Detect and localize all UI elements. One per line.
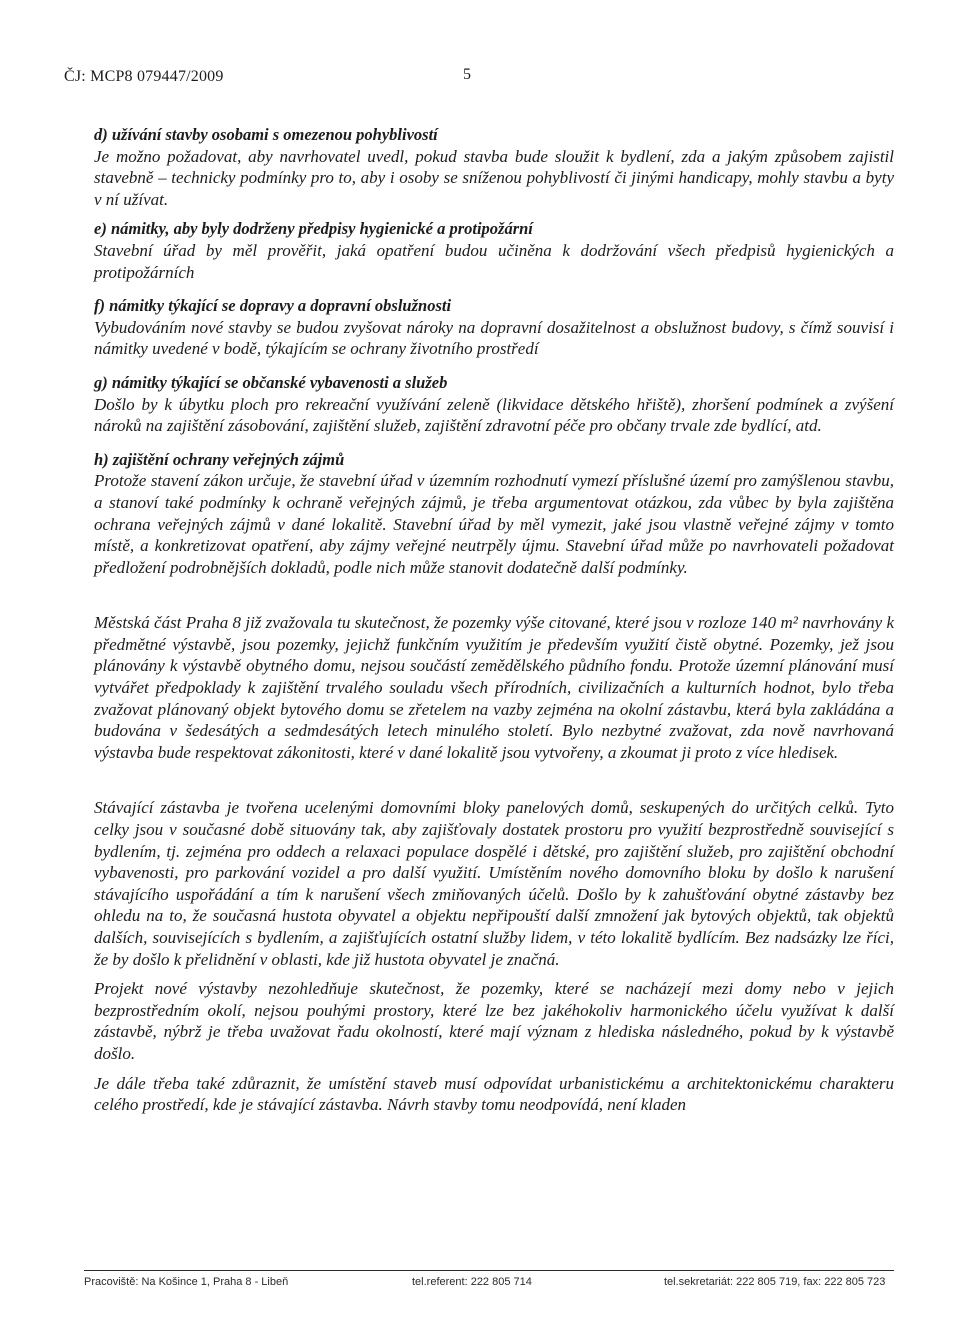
section-d-text: Je možno požadovat, aby navrhovatel uvedl, pokud stavba bude sloužit k bydlení, zda a jakým způsobem zajistil stavebně – technicky podmínky pro to, aby i osoby se sníženou pohyblivostí či jinými handicapy, mohly stavbu a byty v ní užívat. bbox=[94, 146, 894, 209]
footer-divider bbox=[84, 1270, 894, 1271]
body-paragraph-1: Městská část Praha 8 již zvažovala tu skutečnost, že pozemky výše citované, které jsou v rozloze 140 m² navrhovány k předmětné výstavbě, jsou pozemky, jejichž funkčním využitím je především využití čistě obytné. Pozemky, jež jsou plánovány k výstavbě obytného domu, nejsou součástí zemědělského půdního fondu. Protože územní plánování musí vytvářet předpoklady k zajištění trvalého souladu všech přírodních, civilizačních a kulturních hodnot, bylo třeba zvažovat plánovaný objekt bytového domu se zřetelem na vazby zejména na okolní zástavbu, která byla zakládána a budována v šedesátých a sedmdesátých letech minulého století. Bylo nezbytné zvažovat, zda nově navrhovaná výstavba bude respektovat zákonitosti, které v dané lokalitě jsou vytvořeny, a zkoumat ji proto z více hledisek. bbox=[94, 613, 894, 762]
body-paragraph-2: Stávající zástavba je tvořena ucelenými domovními bloky panelových domů, seskupených do určitých celků. Tyto celky jsou v současné době situovány tak, aby zajišťovaly dostatek prostoru pro využití bezprostředně související s bydlením, tj. zejména pro oddech a relaxaci populace dospělé i dětské, pro zajištění služeb, pro zajištění obchodní vybavenosti, pro parkování vozidel a pro další využití. Umístěním nového domovního bloku by došlo k narušení stávajícího uspořádání a tím k narušení všech zmiňovaných účelů. Došlo by k zahušťování obytné zástavby bez ohledu na to, že současná hustota obyvatel a objektu nepřipouští další zmnožení jak bytových objektů, tak objektů dalších, souvisejících s bydlením, a zajišťujících ostatní služby lidem, v této lokalitě bydlícím. Bez nadsázky lze říci, že by došlo k přelidnění v oblasti, kde již hustota obyvatel je značná. bbox=[94, 798, 894, 969]
section-h-text: Protože stavení zákon určuje, že stavební úřad v územním rozhodnutí vymezí příslušné území pro zamýšlenou stavbu, a stanoví také podmínky k ochraně veřejných zájmů, je třeba argumentovat otázkou, zda vůbec by byla zajištěna ochrana veřejných zájmů v dané lokalitě. Stavební úřad by měl vymezit, jaké jsou vlastně veřejné zájmy v tomto místě, a konkretizovat opatření, aby zájmy veřejné neutrpěly újmu. Stavební úřad může po navrhovateli požadovat předložení podrobnějších dokladů, podle nich může stanovit dodatečně další podmínky. bbox=[94, 471, 894, 577]
section-h-heading: h) zajištění ochrany veřejných zájmů bbox=[94, 449, 345, 469]
section-e-text: Stavební úřad by měl prověřit, jaká opatření budou učiněna k dodržování všech předpisů hygienických a protipožárních bbox=[94, 240, 894, 282]
section-d-heading: d) užívání stavby osobami s omezenou pohyblivostí bbox=[94, 125, 438, 144]
section-e-heading: e) námitky, aby byly dodrženy předpisy hygienické a protipožární bbox=[94, 219, 533, 239]
footer-workplace-address: Pracoviště: Na Košince 1, Praha 8 - Libeň bbox=[84, 1276, 289, 1288]
footer-referent-phone: tel.referent: 222 805 714 bbox=[412, 1276, 532, 1288]
body-paragraph-4: Je dále třeba také zdůraznit, že umístění staveb musí odpovídat urbanistickému a architektonickému charakteru celého prostředí, kde je stávající zástavba. Návrh stavby tomu neodpovídá, není kladen bbox=[94, 1073, 894, 1115]
document-body bbox=[94, 124, 894, 1116]
section-g-heading: g) námitky týkající se občanské vybavenosti a služeb bbox=[94, 372, 448, 392]
footer-secretariat-contact: tel.sekretariát: 222 805 719, fax: 222 805 723 bbox=[664, 1276, 886, 1288]
body-paragraph-3: Projekt nové výstavby nezohledňuje skutečnost, že pozemky, které se nacházejí mezi domy nebo v jejich bezprostředním okolí, nejsou pouhými prostory, které lze bez jakéhokoliv harmonického účelu využívat k další zástavbě, nýbrž je třeba uvažovat řadu okolností, které mají význam z hlediska následného, pokud by k výstavbě došlo. bbox=[94, 979, 894, 1063]
section-g-text: Došlo by k úbytku ploch pro rekreační využívání zeleně (likvidace dětského hřiště), zhoršení podmínek a zvýšení nároků na zajištění zásobování, zajištění služeb, zajištění zdravotní péče pro občany trvale zde bydlící, atd. bbox=[94, 394, 894, 436]
section-f-heading: f) námitky týkající se dopravy a dopravní obslužnosti bbox=[94, 296, 452, 316]
page-number: 5 bbox=[463, 66, 471, 83]
document-reference-number: ČJ: MCP8 079447/2009 bbox=[64, 68, 224, 85]
section-f-text: Vybudováním nové stavby se budou zvyšovat nároky na dopravní dosažitelnost a obslužnost budovy, s čímž souvisí i námitky uvedené v bodě, týkajícím se ochrany životního prostředí bbox=[94, 317, 894, 359]
